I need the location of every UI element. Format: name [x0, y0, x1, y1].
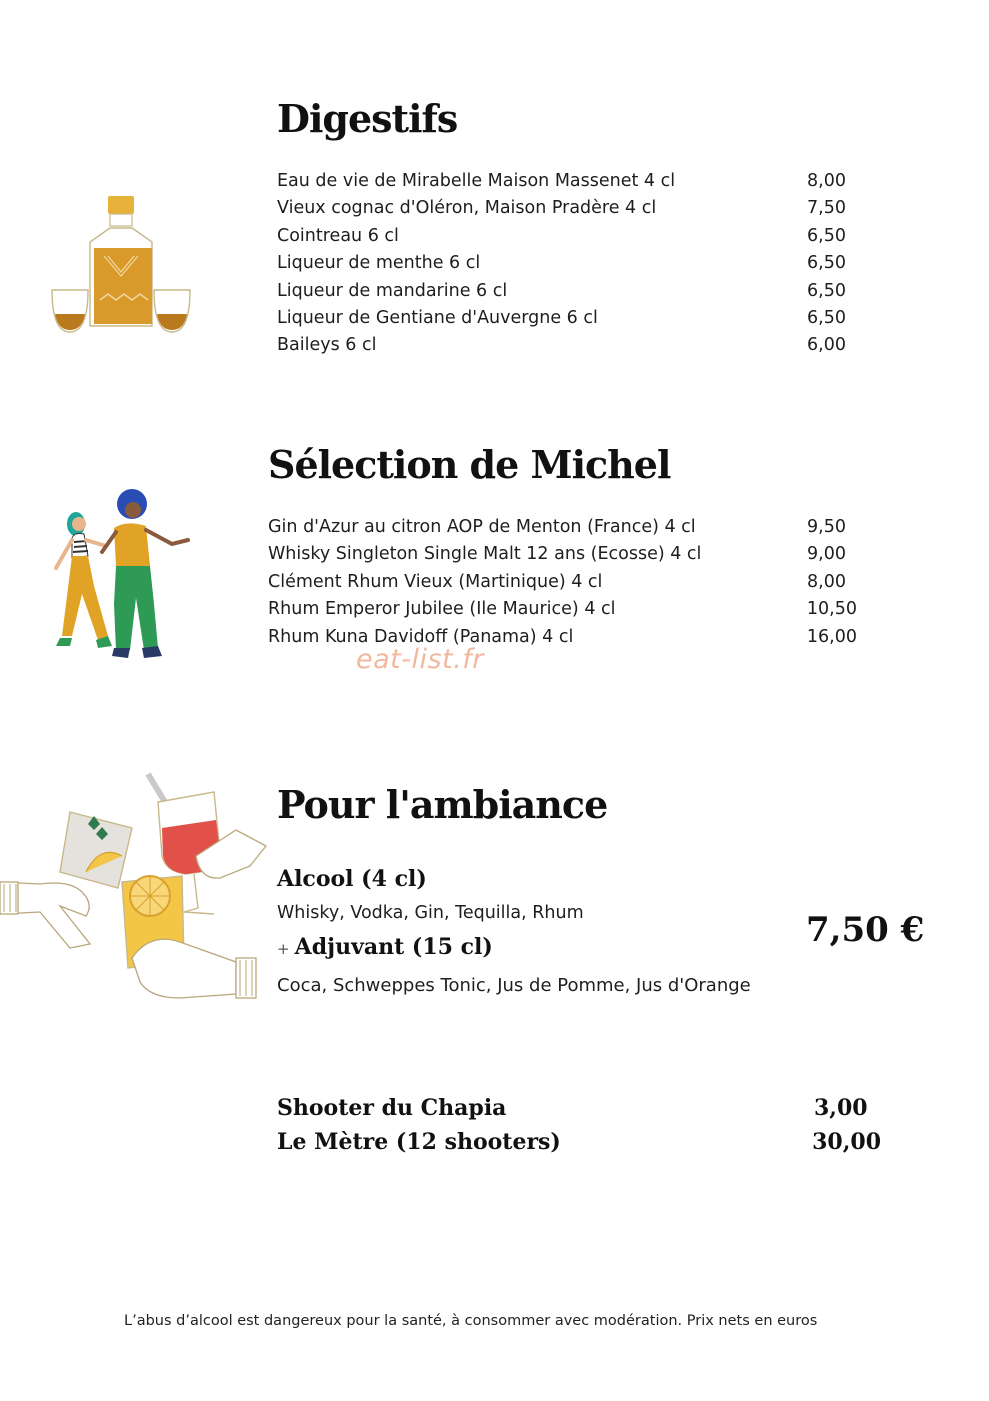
item-price: 6,50: [807, 308, 846, 329]
item-name: Whisky Singleton Single Malt 12 ans (Ecosse) 4 cl: [268, 544, 702, 565]
shooter-name: Shooter du Chapia: [277, 1095, 507, 1121]
list-item: [277, 1091, 881, 1125]
shooter-price: 30,00: [812, 1129, 881, 1155]
list-item: [277, 278, 857, 305]
item-name: Liqueur de mandarine 6 cl: [277, 280, 508, 301]
list-item: [268, 569, 857, 596]
digestifs-list: [277, 168, 857, 360]
item-price: 9,00: [807, 544, 846, 565]
item-name: Clément Rhum Vieux (Martinique) 4 cl: [268, 571, 603, 592]
item-name: Gin d'Azur au citron AOP de Menton (France) 4 cl: [268, 517, 696, 537]
list-item: [277, 305, 857, 332]
item-name: Baileys 6 cl: [277, 335, 377, 356]
footer-disclaimer: L’abus d’alcool est dangereux pour la santé, à consommer avec modération. Prix nets en euros: [124, 1313, 818, 1329]
list-item: [277, 168, 857, 195]
item-name: Rhum Kuna Davidoff (Panama) 4 cl: [268, 626, 574, 647]
ambiance-price: 7,50 €: [806, 910, 925, 950]
shooter-name: Le Mètre (12 shooters): [277, 1129, 561, 1155]
item-name: Rhum Emperor Jubilee (Ile Maurice) 4 cl: [268, 599, 616, 620]
shooter-price: 3,00: [814, 1095, 868, 1121]
alcool-title: Alcool (4 cl): [277, 866, 427, 892]
item-name: Eau de vie de Mirabelle Maison Massenet 4 cl: [277, 171, 676, 191]
list-item: [277, 195, 857, 222]
item-price: 7,50: [807, 198, 846, 219]
ambiance-title: Pour l'ambiance: [277, 782, 608, 827]
watermark: eat-list.fr: [356, 644, 484, 675]
item-price: 8,00: [807, 571, 846, 592]
list-item: [277, 332, 857, 359]
plus-sign: +: [277, 940, 290, 958]
item-price: 9,50: [807, 517, 846, 537]
list-item: [268, 514, 857, 541]
item-name: Liqueur de menthe 6 cl: [277, 253, 481, 274]
item-price: 6,50: [807, 225, 846, 246]
item-price: 10,50: [806, 599, 857, 620]
adjuvant-heading: [277, 934, 493, 960]
cocktail-toast-illustration: [0, 772, 270, 1002]
selection-list: [268, 514, 857, 651]
list-item: [277, 1125, 881, 1159]
list-item: [268, 541, 857, 568]
item-price: 6,50: [807, 280, 846, 301]
list-item: [277, 250, 857, 277]
whisky-decanter-illustration: [48, 192, 193, 340]
item-name: Vieux cognac d'Oléron, Maison Pradère 4 cl: [277, 198, 657, 219]
list-item: [277, 223, 857, 250]
selection-title: Sélection de Michel: [268, 442, 671, 487]
item-price: 6,00: [807, 335, 846, 356]
alcool-list: Whisky, Vodka, Gin, Tequilla, Rhum: [277, 903, 584, 923]
dancing-couple-illustration: [46, 486, 196, 664]
adjuvant-list: Coca, Schweppes Tonic, Jus de Pomme, Jus d'Orange: [277, 975, 751, 996]
item-price: 6,50: [807, 253, 846, 274]
adjuvant-title: Adjuvant (15 cl): [294, 934, 493, 960]
shooters-list: [277, 1091, 881, 1159]
item-price: 8,00: [807, 171, 846, 191]
item-name: Liqueur de Gentiane d'Auvergne 6 cl: [277, 308, 598, 329]
digestifs-title: Digestifs: [277, 96, 458, 141]
list-item: [268, 596, 857, 623]
item-price: 16,00: [806, 626, 857, 647]
item-name: Cointreau 6 cl: [277, 225, 399, 246]
